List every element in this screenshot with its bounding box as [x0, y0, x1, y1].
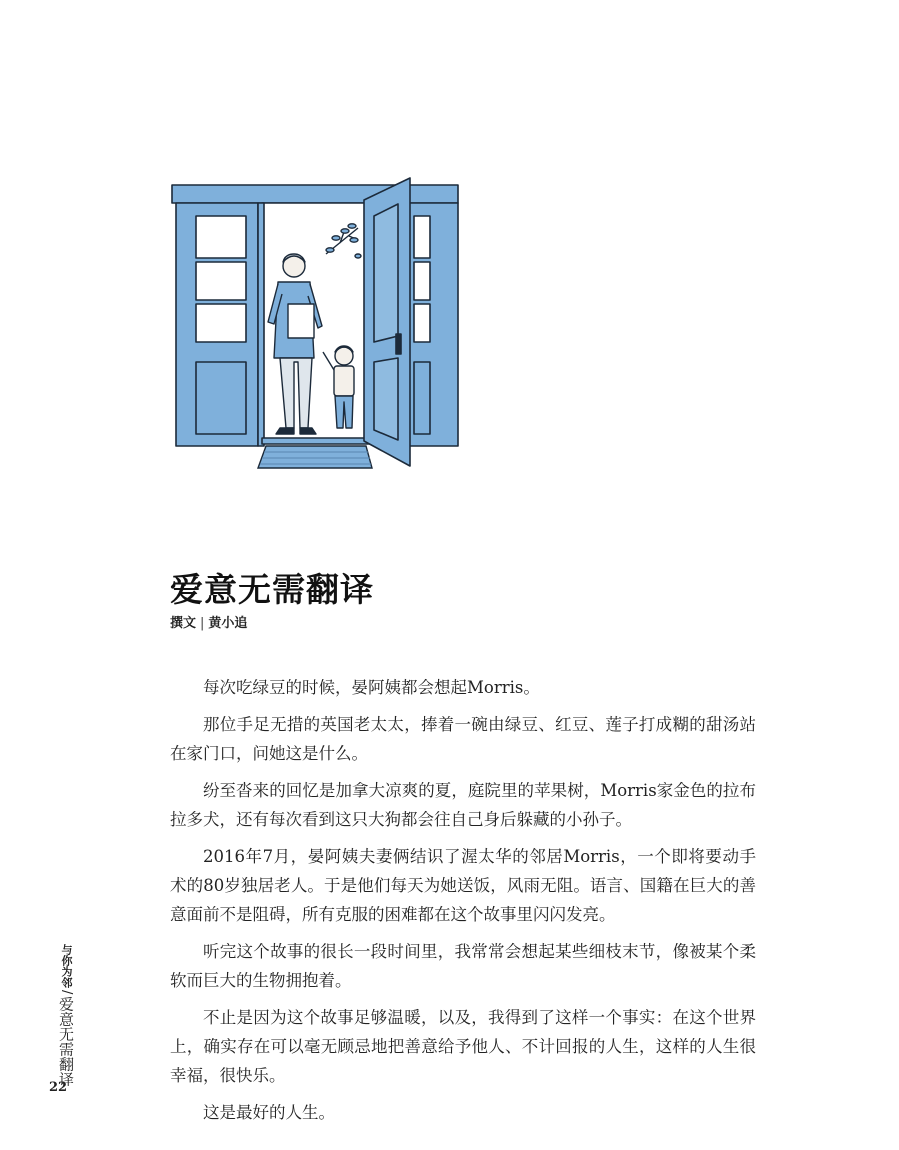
article-paragraph: 不止是因为这个故事足够温暖，以及，我得到了这样一个事实：在这个世界上，确实存在可以毫无顾忌地把善意给予他人、不计回报的人生，这样的人生很幸福，很快乐。	[170, 1008, 756, 1085]
door-handle-icon	[396, 334, 401, 354]
running-header-separator: /	[59, 990, 74, 995]
byline-label: 撰文	[170, 616, 197, 631]
running-header	[55, 944, 77, 1086]
article-title: 爱意无需翻译	[170, 570, 374, 609]
article-body	[170, 673, 756, 1135]
article-paragraph: 纷至沓来的回忆是加拿大凉爽的夏，庭院里的苹果树，Morris家金色的拉布拉多犬，还有每次看到这只大狗都会往自己身后躲藏的小孙子。	[170, 781, 756, 829]
door-frame-inner	[258, 203, 264, 446]
column-name: 与你为邻	[60, 944, 73, 988]
door-illustration	[168, 176, 468, 472]
left-window-pane	[196, 216, 246, 258]
byline	[170, 612, 247, 631]
running-header-title: 爱意无需翻译	[57, 996, 75, 1087]
right-window-pane	[414, 262, 430, 300]
door-leaf-window	[374, 204, 398, 342]
door-mat	[258, 446, 372, 468]
article-paragraph: 这是最好的人生。	[203, 1103, 335, 1122]
article-paragraph: 听完这个故事的很长一段时间里，我常常会想起某些细枝末节，像被某个柔软而巨大的生物拥抱着。	[170, 942, 756, 990]
right-bottom-panel	[414, 362, 430, 434]
article-paragraph: 那位手足无措的英国老太太，捧着一碗由绿豆、红豆、莲子打成糊的甜汤站在家门口，问她这是什么。	[170, 715, 756, 763]
left-window-pane	[196, 262, 246, 300]
left-bottom-panel	[196, 362, 246, 434]
right-window-pane	[414, 216, 430, 258]
page-number: 22	[49, 1080, 68, 1095]
right-window-pane	[414, 304, 430, 342]
left-window-pane	[196, 304, 246, 342]
article-paragraph: 每次吃绿豆的时候，晏阿姨都会想起Morris。	[203, 678, 540, 697]
byline-author: 黄小追	[208, 616, 248, 631]
door-leaf-lower-panel	[374, 358, 398, 440]
byline-separator: |	[200, 616, 205, 631]
door-lintel	[172, 185, 458, 203]
threshold	[262, 438, 372, 444]
article-paragraph: 2016年7月，晏阿姨夫妻俩结识了渥太华的邻居Morris，一个即将要动手术的80岁独居老人。于是他们每天为她送饭，风雨无阻。语言、国籍在巨大的善意面前不是阻碍，所有克服的困难都在这个故事里闪闪发亮。	[170, 847, 756, 924]
